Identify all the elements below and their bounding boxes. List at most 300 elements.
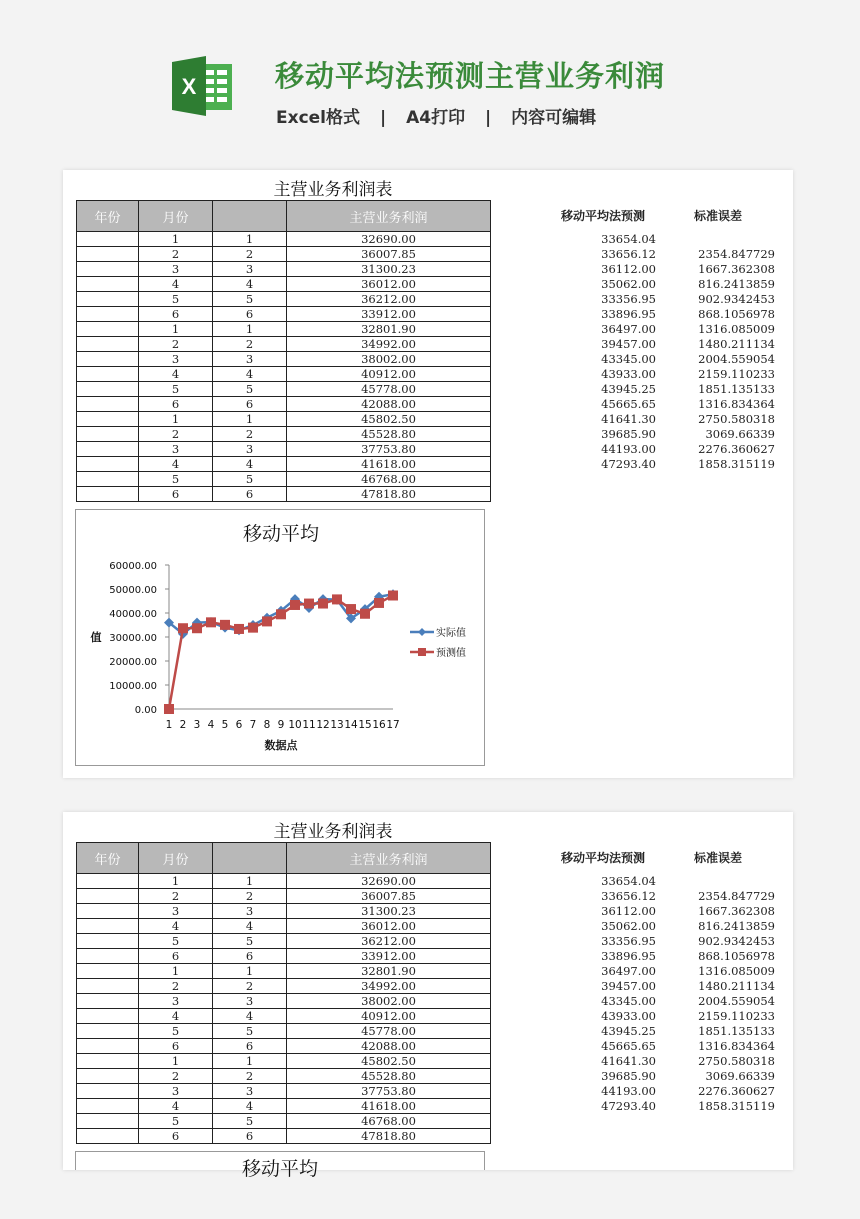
index-cell: 1 bbox=[213, 322, 287, 337]
month-cell: 3 bbox=[139, 442, 213, 457]
profit-cell: 36012.00 bbox=[287, 277, 491, 292]
table-row bbox=[77, 247, 491, 262]
index-cell: 6 bbox=[213, 1129, 287, 1144]
year-cell bbox=[77, 382, 139, 397]
stderr-value: 1851.135133 bbox=[698, 1024, 775, 1038]
profit-cell: 41618.00 bbox=[287, 457, 491, 472]
forecast-value: 39685.90 bbox=[601, 427, 656, 441]
table-row bbox=[77, 277, 491, 292]
x-tick-label: 6 bbox=[235, 719, 243, 731]
index-cell: 6 bbox=[213, 1039, 287, 1054]
table-row bbox=[77, 262, 491, 277]
sheet-page-1 bbox=[63, 170, 793, 778]
index-cell: 5 bbox=[213, 1024, 287, 1039]
forecast-value: 47293.40 bbox=[601, 457, 656, 471]
table-row bbox=[77, 1039, 491, 1054]
table-row bbox=[77, 1114, 491, 1129]
forecast-value: 33896.95 bbox=[601, 307, 656, 321]
table-row bbox=[77, 1084, 491, 1099]
index-cell: 4 bbox=[213, 367, 287, 382]
chart-title: 移动平均 bbox=[241, 1158, 318, 1180]
stderr-value: 902.9342453 bbox=[698, 292, 775, 306]
table-row bbox=[77, 1069, 491, 1084]
data-point bbox=[248, 623, 258, 633]
month-cell: 3 bbox=[139, 1084, 213, 1099]
stderr-header: 标准误差 bbox=[694, 209, 743, 223]
forecast-value: 39685.90 bbox=[601, 1069, 656, 1083]
sheet-page-2 bbox=[63, 812, 793, 1180]
month-cell: 1 bbox=[139, 412, 213, 427]
year-cell bbox=[77, 994, 139, 1009]
profit-cell: 45528.80 bbox=[287, 427, 491, 442]
x-tick-label: 2 bbox=[179, 719, 187, 731]
profit-cell: 32801.90 bbox=[287, 964, 491, 979]
profit-cell: 31300.23 bbox=[287, 904, 491, 919]
profit-cell: 45528.80 bbox=[287, 1069, 491, 1084]
profit-cell: 34992.00 bbox=[287, 979, 491, 994]
year-cell bbox=[77, 262, 139, 277]
table-row bbox=[77, 382, 491, 397]
index-cell: 6 bbox=[213, 397, 287, 412]
table-row bbox=[77, 1054, 491, 1069]
data-point bbox=[318, 599, 328, 609]
sheet-title: 主营业务利润表 bbox=[273, 822, 393, 842]
profit-cell: 42088.00 bbox=[287, 1039, 491, 1054]
x-tick-label: 11 bbox=[302, 719, 316, 731]
month-cell: 6 bbox=[139, 949, 213, 964]
index-cell: 4 bbox=[213, 1009, 287, 1024]
index-cell: 1 bbox=[213, 964, 287, 979]
year-cell bbox=[77, 397, 139, 412]
forecast-header: 移动平均法预测 bbox=[561, 851, 646, 865]
col-profit: 主营业务利润 bbox=[287, 843, 491, 874]
stderr-value: 2159.110233 bbox=[698, 1009, 775, 1023]
index-cell: 2 bbox=[213, 337, 287, 352]
table-row bbox=[77, 1009, 491, 1024]
profit-cell: 33912.00 bbox=[287, 949, 491, 964]
year-cell bbox=[77, 1039, 139, 1054]
year-cell bbox=[77, 442, 139, 457]
stderr-value: 2159.110233 bbox=[698, 367, 775, 381]
month-cell: 1 bbox=[139, 232, 213, 247]
x-tick-label: 3 bbox=[193, 719, 201, 731]
stderr-value: 1667.362308 bbox=[698, 904, 775, 918]
index-cell: 5 bbox=[213, 472, 287, 487]
x-tick-label: 13 bbox=[330, 719, 344, 731]
table-row bbox=[77, 1099, 491, 1114]
profit-cell: 38002.00 bbox=[287, 994, 491, 1009]
stderr-value: 2354.847729 bbox=[698, 247, 775, 261]
x-tick-label: 1 bbox=[165, 719, 173, 731]
forecast-value: 33356.95 bbox=[601, 934, 656, 948]
profit-cell: 47818.80 bbox=[287, 487, 491, 502]
year-cell bbox=[77, 457, 139, 472]
legend-label: 实际值 bbox=[436, 628, 466, 639]
year-cell bbox=[77, 1129, 139, 1144]
page-title: 移动平均法预测主营业务利润 bbox=[275, 59, 666, 93]
month-cell: 6 bbox=[139, 397, 213, 412]
profit-cell: 33912.00 bbox=[287, 307, 491, 322]
data-point bbox=[206, 617, 216, 627]
data-point bbox=[374, 598, 384, 608]
month-cell: 6 bbox=[139, 487, 213, 502]
stderr-value: 1480.211134 bbox=[698, 979, 775, 993]
stderr-value: 1316.085009 bbox=[698, 322, 775, 336]
stderr-column bbox=[663, 874, 775, 1114]
index-cell: 1 bbox=[213, 1054, 287, 1069]
stderr-value: 3069.66339 bbox=[705, 427, 775, 441]
year-cell bbox=[77, 949, 139, 964]
data-point bbox=[276, 609, 286, 619]
stderr-value: 2354.847729 bbox=[698, 889, 775, 903]
profit-cell: 32801.90 bbox=[287, 322, 491, 337]
stderr-value: 3069.66339 bbox=[705, 1069, 775, 1083]
index-cell: 2 bbox=[213, 247, 287, 262]
table-row bbox=[77, 994, 491, 1009]
stderr-value: 1316.834364 bbox=[698, 397, 775, 411]
data-point bbox=[346, 604, 356, 614]
profit-cell: 45802.50 bbox=[287, 412, 491, 427]
data-point bbox=[192, 623, 202, 633]
data-point bbox=[178, 623, 188, 633]
stderr-value: 1858.315119 bbox=[698, 1099, 775, 1113]
forecast-value: 33654.04 bbox=[601, 874, 656, 888]
year-cell bbox=[77, 889, 139, 904]
profit-cell: 42088.00 bbox=[287, 397, 491, 412]
forecast-column bbox=[563, 874, 656, 1114]
data-point bbox=[290, 600, 300, 610]
table-row bbox=[77, 964, 491, 979]
profit-cell: 46768.00 bbox=[287, 1114, 491, 1129]
profit-table bbox=[76, 842, 491, 1144]
stderr-value: 2750.580318 bbox=[698, 412, 775, 426]
forecast-header: 移动平均法预测 bbox=[561, 209, 646, 223]
month-cell: 2 bbox=[139, 1069, 213, 1084]
index-cell: 6 bbox=[213, 307, 287, 322]
y-tick-label: 20000.00 bbox=[109, 657, 157, 668]
year-cell bbox=[77, 352, 139, 367]
profit-cell: 45802.50 bbox=[287, 1054, 491, 1069]
index-cell: 6 bbox=[213, 949, 287, 964]
stderr-value: 1858.315119 bbox=[698, 457, 775, 471]
index-cell: 3 bbox=[213, 352, 287, 367]
data-point bbox=[304, 599, 314, 609]
year-cell bbox=[77, 1069, 139, 1084]
data-point bbox=[164, 704, 174, 714]
data-point bbox=[234, 624, 244, 634]
data-point bbox=[220, 620, 230, 630]
year-cell bbox=[77, 1084, 139, 1099]
table-row bbox=[77, 934, 491, 949]
index-cell: 4 bbox=[213, 1099, 287, 1114]
index-cell: 3 bbox=[213, 262, 287, 277]
index-cell: 2 bbox=[213, 979, 287, 994]
month-cell: 6 bbox=[139, 307, 213, 322]
table-row bbox=[77, 874, 491, 889]
profit-cell: 41618.00 bbox=[287, 1099, 491, 1114]
col-month: 月份 bbox=[139, 843, 213, 874]
year-cell bbox=[77, 307, 139, 322]
index-cell: 3 bbox=[213, 904, 287, 919]
month-cell: 1 bbox=[139, 874, 213, 889]
month-cell: 4 bbox=[139, 1009, 213, 1024]
year-cell bbox=[77, 247, 139, 262]
index-cell: 2 bbox=[213, 427, 287, 442]
y-tick-label: 50000.00 bbox=[109, 585, 157, 596]
table-row bbox=[77, 889, 491, 904]
index-cell: 1 bbox=[213, 874, 287, 889]
index-cell: 3 bbox=[213, 994, 287, 1009]
year-cell bbox=[77, 472, 139, 487]
x-tick-label: 15 bbox=[358, 719, 372, 731]
profit-table bbox=[76, 200, 491, 502]
year-cell bbox=[77, 277, 139, 292]
forecast-value: 36112.00 bbox=[601, 262, 656, 276]
stderr-value: 2750.580318 bbox=[698, 1054, 775, 1068]
y-tick-label: 30000.00 bbox=[109, 633, 157, 644]
index-cell: 5 bbox=[213, 382, 287, 397]
y-axis-label: 值 bbox=[90, 631, 102, 644]
forecast-value: 41641.30 bbox=[601, 412, 656, 426]
profit-cell: 34992.00 bbox=[287, 337, 491, 352]
profit-cell: 46768.00 bbox=[287, 472, 491, 487]
table-row bbox=[77, 979, 491, 994]
table-row bbox=[77, 427, 491, 442]
table-row bbox=[77, 397, 491, 412]
col-index bbox=[213, 843, 287, 874]
index-cell: 6 bbox=[213, 487, 287, 502]
month-cell: 4 bbox=[139, 1099, 213, 1114]
stderr-value: 1667.362308 bbox=[698, 262, 775, 276]
profit-cell: 36212.00 bbox=[287, 292, 491, 307]
table-row bbox=[77, 442, 491, 457]
table-row bbox=[77, 337, 491, 352]
month-cell: 5 bbox=[139, 472, 213, 487]
forecast-value: 33896.95 bbox=[601, 949, 656, 963]
table-row bbox=[77, 457, 491, 472]
forecast-value: 39457.00 bbox=[601, 979, 656, 993]
forecast-value: 33654.04 bbox=[601, 232, 656, 246]
year-cell bbox=[77, 427, 139, 442]
profit-cell: 40912.00 bbox=[287, 1009, 491, 1024]
month-cell: 2 bbox=[139, 247, 213, 262]
stderr-value: 1316.085009 bbox=[698, 964, 775, 978]
table-row bbox=[77, 904, 491, 919]
x-tick-label: 17 bbox=[386, 719, 400, 731]
index-cell: 1 bbox=[213, 412, 287, 427]
year-cell bbox=[77, 874, 139, 889]
forecast-value: 43933.00 bbox=[601, 367, 656, 381]
profit-cell: 38002.00 bbox=[287, 352, 491, 367]
forecast-value: 43345.00 bbox=[601, 994, 656, 1008]
month-cell: 2 bbox=[139, 337, 213, 352]
profit-cell: 45778.00 bbox=[287, 1024, 491, 1039]
month-cell: 3 bbox=[139, 352, 213, 367]
tag-print: A4打印 bbox=[406, 108, 466, 128]
moving-average-chart bbox=[75, 509, 485, 766]
profit-cell: 40912.00 bbox=[287, 367, 491, 382]
index-cell: 2 bbox=[213, 1069, 287, 1084]
profit-cell: 36007.85 bbox=[287, 889, 491, 904]
forecast-value: 36112.00 bbox=[601, 904, 656, 918]
year-cell bbox=[77, 919, 139, 934]
svg-text:X: X bbox=[181, 74, 197, 99]
month-cell: 1 bbox=[139, 1054, 213, 1069]
x-tick-label: 9 bbox=[277, 719, 285, 731]
month-cell: 3 bbox=[139, 994, 213, 1009]
forecast-value: 47293.40 bbox=[601, 1099, 656, 1113]
month-cell: 2 bbox=[139, 889, 213, 904]
forecast-value: 44193.00 bbox=[601, 1084, 656, 1098]
index-cell: 1 bbox=[213, 232, 287, 247]
stderr-value: 816.2413859 bbox=[698, 919, 775, 933]
table-row bbox=[77, 472, 491, 487]
excel-logo-icon bbox=[172, 56, 234, 116]
month-cell: 5 bbox=[139, 382, 213, 397]
stderr-column bbox=[663, 232, 775, 472]
stderr-value: 816.2413859 bbox=[698, 277, 775, 291]
forecast-value: 45665.65 bbox=[601, 397, 656, 411]
table-row bbox=[77, 307, 491, 322]
x-tick-label: 8 bbox=[263, 719, 271, 731]
table-row bbox=[77, 367, 491, 382]
table-row bbox=[77, 1024, 491, 1039]
profit-cell: 32690.00 bbox=[287, 874, 491, 889]
profit-cell: 36012.00 bbox=[287, 919, 491, 934]
forecast-value: 39457.00 bbox=[601, 337, 656, 351]
forecast-value: 43945.25 bbox=[601, 1024, 656, 1038]
month-cell: 5 bbox=[139, 1024, 213, 1039]
forecast-value: 43945.25 bbox=[601, 382, 656, 396]
year-cell bbox=[77, 1054, 139, 1069]
profit-cell: 37753.80 bbox=[287, 442, 491, 457]
profit-cell: 36007.85 bbox=[287, 247, 491, 262]
year-cell bbox=[77, 412, 139, 427]
month-cell: 4 bbox=[139, 919, 213, 934]
year-cell bbox=[77, 1114, 139, 1129]
x-tick-label: 4 bbox=[207, 719, 215, 731]
sheet-title: 主营业务利润表 bbox=[273, 180, 393, 200]
forecast-value: 33356.95 bbox=[601, 292, 656, 306]
y-tick-label: 60000.00 bbox=[109, 561, 157, 572]
legend-marker bbox=[418, 628, 426, 636]
month-cell: 1 bbox=[139, 964, 213, 979]
table-row bbox=[77, 352, 491, 367]
x-tick-label: 5 bbox=[221, 719, 229, 731]
index-cell: 5 bbox=[213, 1114, 287, 1129]
month-cell: 5 bbox=[139, 292, 213, 307]
index-cell: 4 bbox=[213, 277, 287, 292]
index-cell: 2 bbox=[213, 889, 287, 904]
index-cell: 5 bbox=[213, 934, 287, 949]
x-tick-label: 16 bbox=[372, 719, 386, 731]
table-row bbox=[77, 322, 491, 337]
legend-label: 预测值 bbox=[436, 648, 466, 659]
table-row bbox=[77, 949, 491, 964]
profit-cell: 37753.80 bbox=[287, 1084, 491, 1099]
stderr-value: 2276.360627 bbox=[698, 442, 775, 456]
stderr-value bbox=[663, 874, 775, 889]
year-cell bbox=[77, 292, 139, 307]
forecast-value: 45665.65 bbox=[601, 1039, 656, 1053]
chart-title: 移动平均 bbox=[242, 523, 320, 545]
profit-cell: 32690.00 bbox=[287, 232, 491, 247]
data-point bbox=[360, 609, 370, 619]
stderr-value: 2276.360627 bbox=[698, 1084, 775, 1098]
table-row bbox=[77, 919, 491, 934]
year-cell bbox=[77, 367, 139, 382]
table-row bbox=[77, 487, 491, 502]
tag-divider: | bbox=[379, 108, 387, 128]
year-cell bbox=[77, 322, 139, 337]
moving-average-chart bbox=[75, 1151, 485, 1180]
stderr-value: 868.1056978 bbox=[698, 949, 775, 963]
col-index bbox=[213, 201, 287, 232]
year-cell bbox=[77, 337, 139, 352]
forecast-value: 33656.12 bbox=[601, 889, 656, 903]
forecast-value: 43345.00 bbox=[601, 352, 656, 366]
col-year: 年份 bbox=[77, 201, 139, 232]
x-axis-label: 数据点 bbox=[264, 739, 298, 752]
year-cell bbox=[77, 1009, 139, 1024]
y-tick-label: 0.00 bbox=[134, 705, 157, 716]
table-row bbox=[77, 232, 491, 247]
profit-cell: 45778.00 bbox=[287, 382, 491, 397]
profit-cell: 36212.00 bbox=[287, 934, 491, 949]
year-cell bbox=[77, 487, 139, 502]
stderr-value: 868.1056978 bbox=[698, 307, 775, 321]
year-cell bbox=[77, 232, 139, 247]
data-point bbox=[262, 616, 272, 626]
index-cell: 4 bbox=[213, 457, 287, 472]
x-tick-label: 7 bbox=[249, 719, 257, 731]
year-cell bbox=[77, 979, 139, 994]
stderr-header: 标准误差 bbox=[694, 851, 743, 865]
index-cell: 5 bbox=[213, 292, 287, 307]
stderr-value: 1316.834364 bbox=[698, 1039, 775, 1053]
forecast-value: 35062.00 bbox=[601, 919, 656, 933]
index-cell: 3 bbox=[213, 1084, 287, 1099]
month-cell: 4 bbox=[139, 457, 213, 472]
year-cell bbox=[77, 1099, 139, 1114]
stderr-value: 2004.559054 bbox=[698, 994, 775, 1008]
page-header bbox=[0, 0, 860, 150]
forecast-column bbox=[563, 232, 656, 472]
table-row bbox=[77, 1129, 491, 1144]
year-cell bbox=[77, 934, 139, 949]
year-cell bbox=[77, 904, 139, 919]
stderr-value: 1480.211134 bbox=[698, 337, 775, 351]
index-cell: 3 bbox=[213, 442, 287, 457]
year-cell bbox=[77, 964, 139, 979]
stderr-value: 902.9342453 bbox=[698, 934, 775, 948]
forecast-value: 36497.00 bbox=[601, 964, 656, 978]
profit-cell: 47818.80 bbox=[287, 1129, 491, 1144]
y-tick-label: 10000.00 bbox=[109, 681, 157, 692]
forecast-value: 35062.00 bbox=[601, 277, 656, 291]
index-cell: 4 bbox=[213, 919, 287, 934]
month-cell: 3 bbox=[139, 262, 213, 277]
month-cell: 5 bbox=[139, 1114, 213, 1129]
feature-tags bbox=[276, 103, 610, 128]
table-row bbox=[77, 412, 491, 427]
forecast-value: 44193.00 bbox=[601, 442, 656, 456]
col-year: 年份 bbox=[77, 843, 139, 874]
stderr-value bbox=[663, 232, 775, 247]
month-cell: 4 bbox=[139, 277, 213, 292]
tag-editable: 内容可编辑 bbox=[511, 108, 597, 128]
month-cell: 3 bbox=[139, 904, 213, 919]
